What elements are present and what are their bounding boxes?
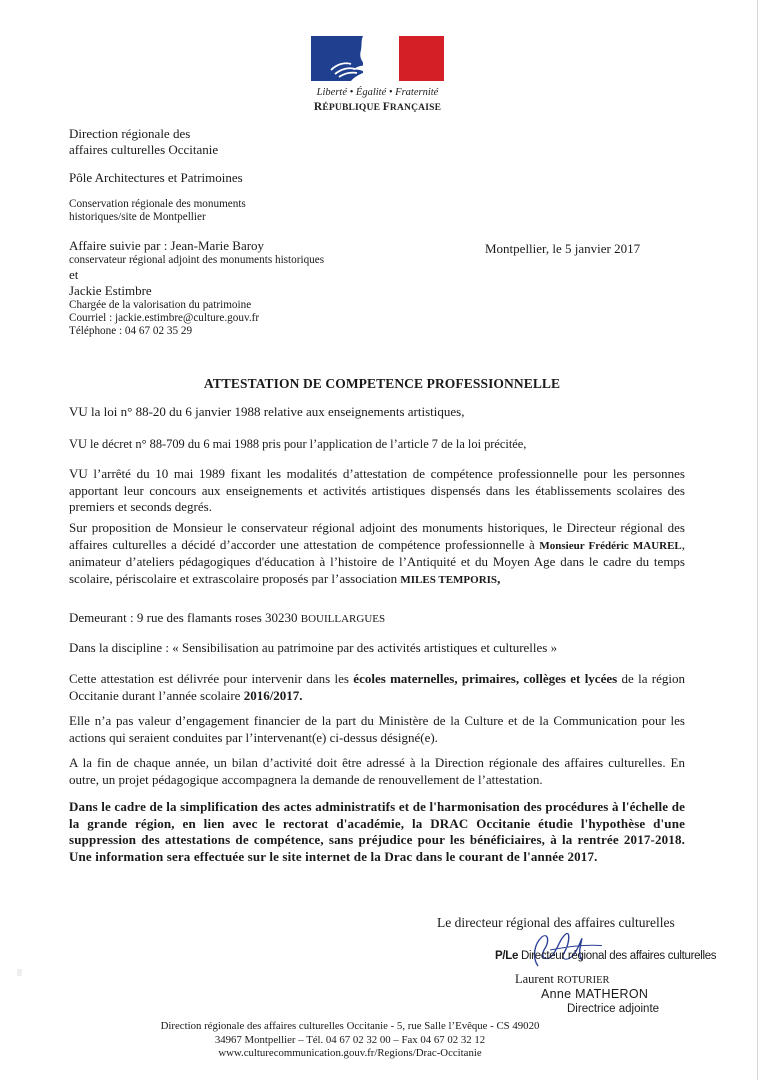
footer bbox=[0, 1020, 700, 1061]
vu-arrete: VU l’arrêté du 10 mai 1989 fixant les modalités d’attestation de compétence professionnelle pour les personnes apportant leur concours aux enseignements et activités artistiques dispensés dans les établissements scolaires des premiers et seconds degrés. bbox=[69, 466, 685, 514]
vu-decret: VU le décret n° 88-709 du 6 mai 1988 pris pour l’application de l’article 7 de la loi précitée, bbox=[69, 437, 527, 451]
proposition-middle: , animateur d’ateliers pédagogiques d'éducation à l’histoire de l’Antiquité et du Moyen Age dans le cadre du temps scolaire, périscolaire et extrascolaire proposés par l’association bbox=[69, 536, 686, 586]
beneficiary-surname: MAUREL bbox=[632, 539, 682, 552]
logo-letter: F bbox=[382, 101, 390, 113]
stamp-name: Anne MATHERON bbox=[541, 987, 649, 1001]
logo-word-rest: RANÇAISE bbox=[389, 103, 442, 113]
discipline-line: Dans la discipline : « Sensibilisation au patrimoine par des activités artistiques et culturelles » bbox=[69, 640, 558, 655]
proposition-paragraph bbox=[69, 520, 685, 588]
simplification-notice: Dans le cadre de la simplification des actes administratifs et de l'harmonisation des procédures à l'échelle de la grande région, en lien avec le rectorat d'académie, la DRAC Occitanie étudie l'hypothèse d'une suppression des attestations de compétence, sans préjudice pour les bénéficiaires, à la rentrée 2017-2018. Une information sera effectuée sur le site internet de la Drac dans le courant de l'année 2017. bbox=[69, 799, 685, 864]
stamp-prefix: P/Le bbox=[495, 950, 521, 962]
stamp-line bbox=[495, 949, 716, 963]
scope-middle: de la région Occitanie durant l’année scolaire bbox=[69, 671, 685, 703]
contact-role: Chargée de la valorisation du patrimoine bbox=[69, 299, 252, 311]
scope-schools: écoles maternelles, primaires, collèges et lycées bbox=[353, 671, 618, 686]
signer-name bbox=[515, 972, 610, 988]
footer-phone-fax: 34967 Montpellier – Tél. 04 67 02 32 00 – Fax 04 67 02 32 12 bbox=[214, 1033, 486, 1046]
signer-last-name: ROTURIER bbox=[557, 975, 610, 986]
signer-first-name: Laurent bbox=[515, 972, 557, 986]
sender-direction-line2: affaires culturelles Occitanie bbox=[69, 142, 219, 157]
logo-blue-band bbox=[311, 36, 363, 81]
affaire-suivie-par: Affaire suivie par : Jean-Marie Baroy bbox=[69, 238, 265, 253]
stamp-role: Directrice adjointe bbox=[567, 1003, 660, 1015]
annual-review-paragraph: A la fin de chaque année, un bilan d’activité doit être adressé à la Direction régionale des affaires culturelles. En outre, un projet pédagogique accompagnera la demande de renouvellement de l’attestation. bbox=[69, 755, 685, 787]
association-name: MILES TEMPORIS bbox=[400, 573, 498, 586]
signature-title: Le directeur régional des affaires culturelles bbox=[437, 915, 675, 930]
logo-motto: Liberté • Égalité • Fraternité bbox=[316, 87, 439, 98]
sender-conservation-line1: Conservation régionale des monuments bbox=[69, 198, 246, 210]
address-prefix: Demeurant : 9 rue des flamants roses 30230 bbox=[69, 610, 301, 625]
contact-name: Jackie Estimbre bbox=[69, 283, 152, 298]
footer-website: www.culturecommunication.gouv.fr/Regions/Drac-Occitanie bbox=[218, 1047, 482, 1059]
sender-conservation-line2: historiques/site de Montpellier bbox=[69, 211, 206, 223]
contact-email: Courriel : jackie.estimbre@culture.gouv.fr bbox=[69, 312, 260, 324]
document-title: ATTESTATION DE COMPETENCE PROFESSIONNELLE bbox=[203, 376, 561, 391]
page-edge-line bbox=[757, 0, 758, 1080]
address-city: BOUILLARGUES bbox=[300, 613, 386, 625]
sender-direction bbox=[69, 126, 218, 158]
sender-direction-line1: Direction régionale des bbox=[69, 126, 191, 141]
financial-paragraph: Elle n’a pas valeur d’engagement financier de la part du Ministère de la Culture et de la Communication pour les actions qui seraient conduites par l’intervenant(e) ci-dessus désigné(e). bbox=[69, 713, 685, 745]
proposition-end: , bbox=[497, 570, 501, 586]
proposition-intro: Sur proposition de Monsieur le conservateur régional adjoint des monuments historiques, le Directeur régional des affaires culturelles a décidé d’accorder une attestation de compétence professionnelle à bbox=[69, 520, 685, 552]
affaire-role: conservateur régional adjoint des monuments historiques bbox=[69, 254, 325, 266]
logo-letter: R bbox=[313, 101, 323, 113]
scope-paragraph bbox=[69, 671, 685, 704]
sender-conservation bbox=[69, 198, 246, 224]
sender-pole: Pôle Architectures et Patrimoines bbox=[69, 170, 243, 185]
logo-word-rest: ÉPUBLIQUE bbox=[322, 103, 383, 113]
footer-address: Direction régionale des affaires culturelles Occitanie - 5, rue Salle l’Evêque - CS 49020 bbox=[160, 1020, 540, 1032]
marianne-logo bbox=[311, 36, 444, 113]
scope-start: Cette attestation est délivrée pour intervenir dans les bbox=[69, 671, 354, 686]
sender-and: et bbox=[69, 267, 79, 282]
marianne-flag-icon bbox=[311, 36, 444, 81]
beneficiary-name: Monsieur Frédéric bbox=[539, 539, 633, 552]
logo-red-band bbox=[399, 36, 444, 81]
date-line: Montpellier, le 5 janvier 2017 bbox=[485, 241, 641, 256]
scope-year: 2016/2017. bbox=[243, 687, 303, 703]
stamp-text: Directeur régional des affaires culturelles bbox=[520, 950, 717, 962]
contact-phone: Téléphone : 04 67 02 35 29 bbox=[69, 325, 193, 337]
scan-artifact bbox=[17, 969, 22, 976]
logo-republique-francaise bbox=[311, 101, 444, 113]
vu-loi: VU la loi n° 88-20 du 6 janvier 1988 relative aux enseignements artistiques, bbox=[69, 404, 465, 419]
address-line bbox=[69, 610, 685, 628]
